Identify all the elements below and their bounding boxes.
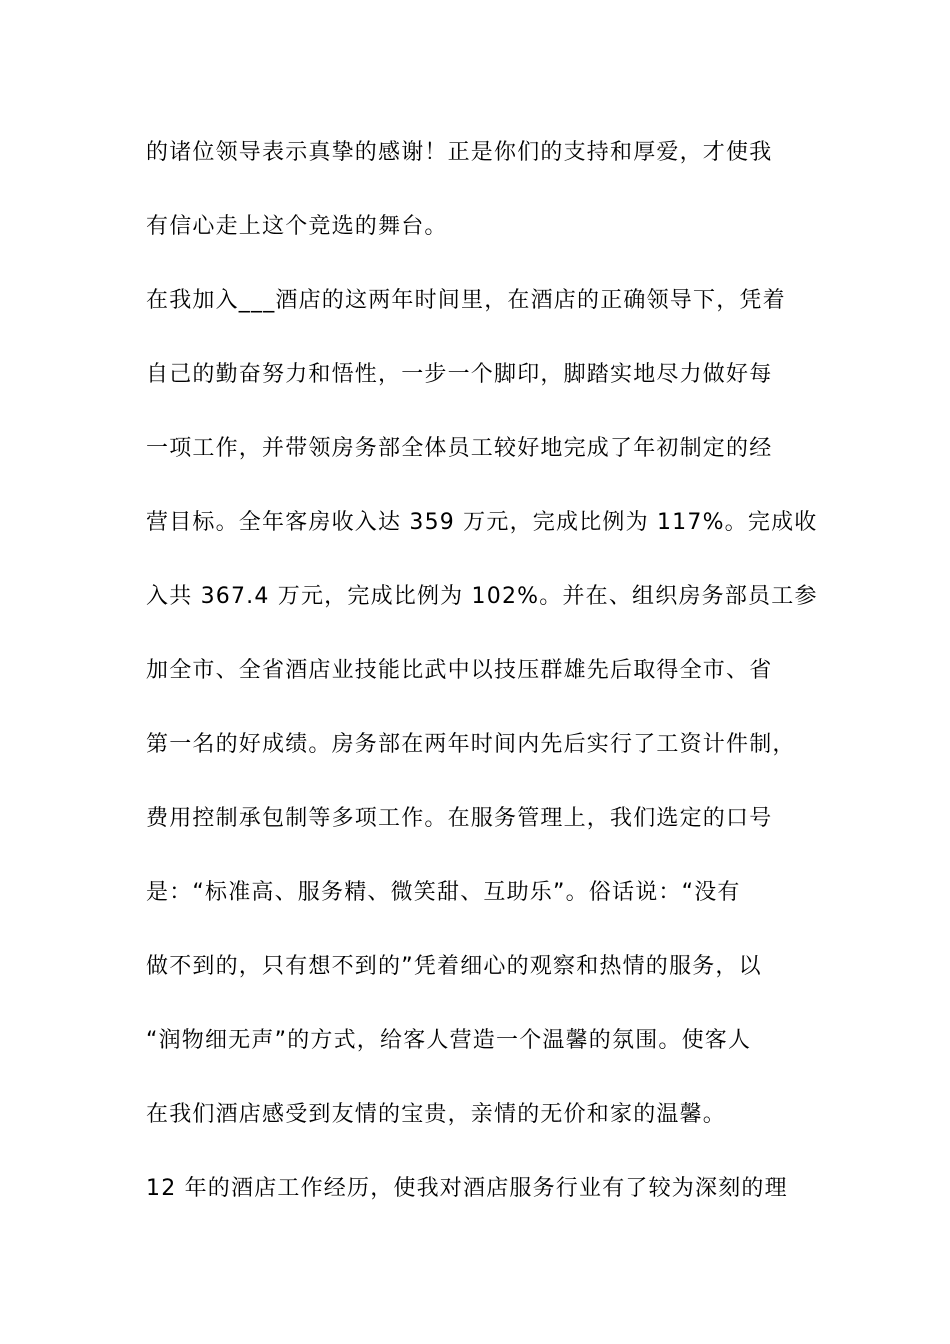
text-line-13: “润物细无声”的方式，给客人营造一个温馨的氛围。使客人 [146,1028,752,1053]
text-line-9: 第一名的好成绩。房务部在两年时间内先后实行了工资计件制， [146,732,796,757]
text-line-8: 加全市、全省酒店业技能比武中以技压群雄先后取得全市、省 [146,658,773,683]
text-line-7: 入共 367.4 万元，完成比例为 102%。并在、组织房务部员工参 [146,584,818,609]
text-line-12: 做不到的，只有想不到的”凭着细心的观察和热情的服务，以 [146,954,762,979]
text-line-5: 一项工作，并带领房务部全体员工较好地完成了年初制定的经 [146,436,773,461]
text-line-4: 自己的勤奋努力和悟性，一步一个脚印，脚踏实地尽力做好每 [146,362,773,387]
text-line-14: 在我们酒店感受到友情的宝贵，亲情的无价和家的温馨。 [146,1102,727,1127]
text-line-3: 在我加入___酒店的这两年时间里，在酒店的正确领导下，凭着 [146,288,786,313]
text-line-11: 是：“标准高、服务精、微笑甜、互助乐”。俗话说：“没有 [146,880,741,905]
text-line-2: 有信心走上这个竞选的舞台。 [146,214,448,239]
text-line-15: 12 年的酒店工作经历，使我对酒店服务行业有了较为深刻的理 [146,1176,788,1201]
text-line-1: 的诸位领导表示真挚的感谢！正是你们的支持和厚爱，才使我 [146,140,773,165]
text-line-6: 营目标。全年客房收入达 359 万元，完成比例为 117%。完成收 [146,510,818,535]
text-line-10: 费用控制承包制等多项工作。在服务管理上，我们选定的口号 [146,806,773,831]
